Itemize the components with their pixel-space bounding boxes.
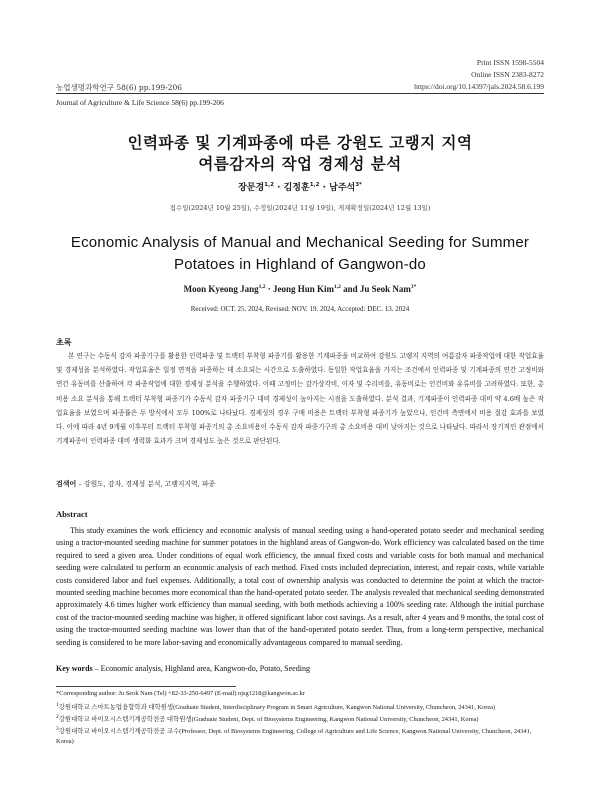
footnote-2-mark: 2 [56,714,59,720]
footnote-3-mark: 3 [56,726,59,732]
korean-keywords-list: – 강원도, 감자, 경제성 분석, 고랭지지역, 파종 [76,480,216,488]
korean-author-sep: · [319,183,330,193]
footnote-2-text: 강원대학교 바이오시스템기계공학전공 대학원생(Graduate Student, Dept. of Biosystems Engineering, Kangwon National University, Chuncheon, 24341, Korea) [58,716,479,724]
english-author3-affil: 3* [410,284,417,290]
korean-keywords [56,478,215,489]
korean-dates: 접수일(2024년 10월 25일), 수정일(2024년 11월 19일), 게재확정일(2024년 12월 13일) [169,204,431,212]
english-title-line1: Economic Analysis of Manual and Mechanical Seeding for Summer [70,234,530,251]
footnote-rule [56,686,236,687]
header-rule [56,93,544,94]
english-abstract-heading: Abstract [56,509,88,519]
korean-abstract-heading: 초록 [56,338,72,347]
english-author3: Ju Seok Nam [359,284,411,294]
footnote-1-text: 강원대학교 스마트농업융합학과 대학원생(Graduate Student, Interdisciplinary Program in Smart Agriculture, Kangwon National University, Chuncheon, 24341, Korea) [58,704,496,712]
footnote-3 [56,724,544,748]
english-author-dot: · [265,284,273,294]
korean-title-line1: 인력파종 및 기계파종에 따른 강원도 고랭지 지역 [127,134,473,152]
english-keywords [56,664,310,673]
english-title-line2: Potatoes in Highland of Gangwon-do [174,256,426,273]
korean-author2: 김정훈 [283,183,310,193]
korean-author-sep: · [273,183,284,193]
korean-keywords-label: 검색어 [56,480,77,488]
korean-author1: 장문경 [238,183,265,193]
doi-link[interactable]: https://doi.org/10.14397/jals.2024.58.6.199 [414,82,544,91]
english-author-and: and [340,284,360,294]
english-dates: Received: OCT. 25. 2024, Revised: NOV. 19. 2024, Accepted: DEC. 13. 2024 [190,305,410,313]
corresponding-author-note: *Corresponding author: Ju Seok Nam (Tel) +82-33-250-6497 (E-mail) njsg1218@kangwon.ac.kr [56,690,305,697]
print-issn: Print ISSN 1598-5504 [476,58,544,67]
footnote-3-text: 강원대학교 바이오시스템기계공학전공 교수(Professor, Dept. of Biosystems Engineering, College of Agriculture and Life Science, Kangwon National University, Chuncheon, 24341, Korea) [56,728,532,746]
english-abstract-body: This study examines the work efficiency and economic analysis of manual seeding using a hand-operated potato seeder and mechanical seeding using a tractor-mounted seeding machine for summer potatoes in the highland areas of Gangwon-do. Work efficiency was calculated based on the time required to seed a given area. Under conditions of equal work efficiency, the annual fixed costs and variable costs for both manual and mechanical seeding were calculated to perform an economic analysis of each method. Fixed costs included depreciation, interest, and repair costs, while variable costs considered labor and fuel expenses. Additionally, a total cost of ownership analysis was conducted to determine the point at which the tractor-mounted seeding machine becomes more economical than the hand-operated potato seeder. The analysis revealed that mechanical seeding demonstrated approximately 4.6 times higher work efficiency than manual seeding, with both methods achieving a 100% seeding rate. Although the initial purchase cost of the tractor-mounted seeding machine was higher, it offered significant labor cost savings. As a result, after 4 years and 9 months, the total cost of using the tractor-mounted seeding machine was lower than that of the hand-operated potato seeder. Thus, from a long-term perspective, mechanical seeding is considered to be more labor-saving and economically advantageous compared to manual seeding. [56,526,544,647]
footnote-1-mark: 1 [56,702,59,708]
korean-author3: 남주석 [329,183,356,193]
korean-author1-affil: 1,2 [264,182,274,188]
korean-title-line2: 여름감자의 작업 경제성 분석 [198,155,402,173]
korean-citation: 농업생명과학연구 58(6) pp.199-206 [56,83,183,92]
english-keywords-label: Key words [56,664,93,673]
korean-authors [56,180,544,193]
korean-abstract-body: 본 연구는 수동식 감자 파종기구를 활용한 인력파종 및 트랙터 부착형 파종기를 활용한 기계파종을 비교하여 강원도 고랭지 지역의 여름감자 파종작업에 대한 작업효율 및 경제성을 분석하였다. 작업효율은 일정 면적을 파종하는 데 소요되는 시간으로 도출하였다. 동일한 작업효율을 가지는 조건에서 인력파종 및 기계파종의 연간 고정비와 연간 유동비를 산출하여 각 파종작업에 대한 경제성 분석을 수행하였다. 이때 고정비는 감가상각비, 이자 및 수리비를, 유동비로는 인건비와 유류비를 고려하였다. 또한, 총비용 소요 분석을 통해 트랙터 부착형 파종기가 수동식 감자 파종기구 대비 경제성이 높아지는 시점을 도출하였다. 분석 결과, 기계파종이 인력파종 대비 약 4.6배 높은 작업효율을 보였으며 파종률은 두 방식에서 모두 100%로 나타났다. 경제성의 경우 구매 비용은 트랙터 부착형 파종기가 높았으나, 인건비 측면에서 비용 절감 효과를 보였다. 이에 따라 4년 9개월 이후부터 트랙터 부착형 파종기의 총 소요비용이 수동식 감자 파종기구의 총 소요비용 대비 낮아지는 것으로 나타났다. 따라서 장기적인 관점에서 기계파종이 인력파종 대비 생력화 효과가 크며 경제성도 높은 것으로 판단된다. [56,352,544,446]
english-keywords-list: – Economic analysis, Highland area, Kangwon-do, Potato, Seeding [92,664,310,673]
online-issn: Online ISSN 2383-8272 [471,70,544,79]
english-author1: Moon Kyeong Jang [183,284,259,294]
english-author2-affil: 1,2 [334,284,341,290]
korean-author3-affil: 3* [355,182,362,188]
english-authors [56,284,544,294]
english-author2: Jeong Hun Kim [272,284,334,294]
korean-author2-affil: 1,2 [309,182,320,188]
journal-citation: Journal of Agriculture & Life Science 58(6) pp.199-206 [56,98,224,107]
english-author1-affil: 1,2 [258,284,266,290]
